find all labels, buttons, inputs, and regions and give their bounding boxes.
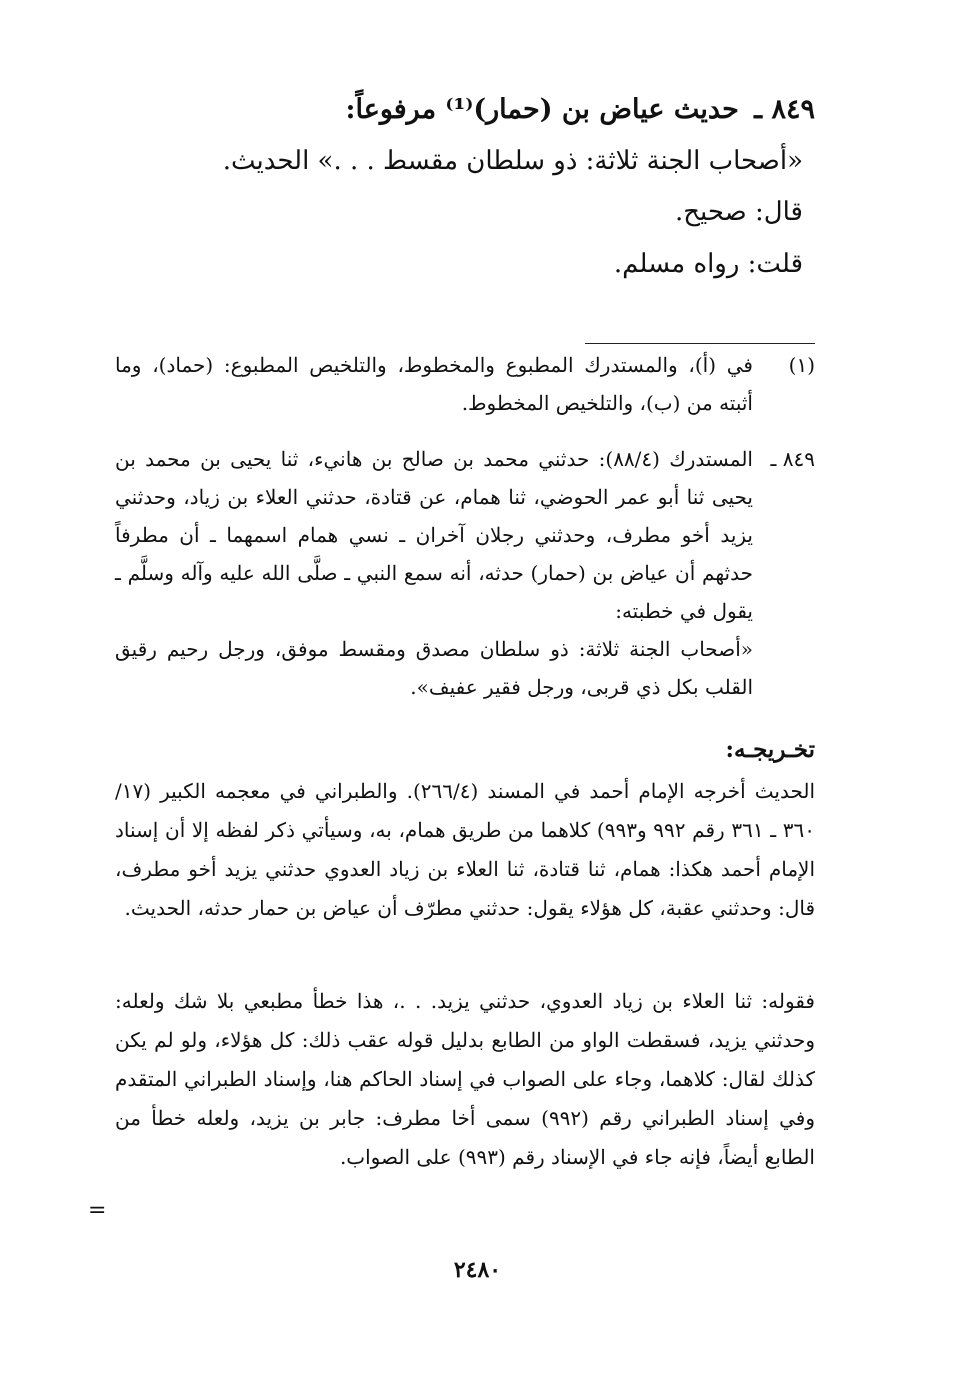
- footnote-text: في (أ)، والمستدرك المطبوع والمخطوط، والتلخيص المطبوع: (حماد)، وما أثبته من (ب)، والتلخيص المخطوط.: [115, 353, 753, 415]
- entry-qultu: قلت: رواه مسلم.: [613, 249, 803, 279]
- commentary: [115, 440, 815, 706]
- footnote-separator: [585, 343, 815, 344]
- commentary-text: المستدرك (٨٨/٤): حدثني محمد بن صالح بن هانيء، ثنا يحيى بن محمد بن يحيى ثنا أبو عمر الحوضي، ثنا همام، عن قتادة، حدثني العلاء بن زياد، وحدثني يزيد أخو مطرف، وحدثني رجلان آخران ـ نسي همام اسمهما ـ أن مطرفاً حدثهم أن عياض بن (حمار) حدثه، أنه سمع النبي ـ صلَّى الله عليه وآله وسلَّم ـ يقول في خطبته:: [115, 447, 753, 623]
- takhrij-heading: تخـريجـه:: [725, 736, 815, 763]
- commentary-quote: «أصحاب الجنة ثلاثة: ذو سلطان مصدق ومقسط موفق، ورجل رحيم رقيق القلب بكل ذي قربى، ورجل فقير عفيف».: [115, 637, 753, 699]
- footnote: [115, 346, 815, 422]
- entry-number: ٨٤٩ ـ: [754, 94, 815, 125]
- main-entry: [115, 84, 815, 290]
- entry-title: حديث عياض بن (حمار)⁽¹⁾ مرفوعاً:: [345, 94, 739, 125]
- continuation-mark: =: [88, 1198, 107, 1223]
- entry-heading: [115, 84, 815, 136]
- takhrij-paragraph-1: الحديث أخرجه الإمام أحمد في المسند (٢٦٦/٤). والطبراني في معجمه الكبير (١٧/ ٣٦٠ ـ ٣٦١ رقم ٩٩٢ و٩٩٣) كلاهما من طريق همام، به، وسيأتي ذكر لفظه إلا أن إسناد الإمام أحمد هكذا: همام، ثنا قتادة، ثنا العلاء بن زياد العدوي حدثني يزيد أخو مطرف، قال: وحدثني عقبة، كل هؤلاء يقول: حدثني مطرّف أن عياض بن حمار حدثه، الحديث.: [115, 779, 816, 920]
- takhrij-paragraph-2: فقوله: ثنا العلاء بن زياد العدوي، حدثني يزيد. . .، هذا خطأ مطبعي بلا شك ولعله: وحدثني يزيد، فسقطت الواو من الطابع بدليل قوله عقب ذلك: كل هؤلاء، ولو لم يكن كذلك لقال: كلاهما، وجاء على الصواب في إسناد الحاكم هنا، وإسناد الطبراني المتقدم وفي إسناد الطبراني رقم (٩٩٢) سمى أخا مطرف: جابر بن يزيد، ولعله خطأ من الطابع أيضاً، فإنه جاء في الإسناد رقم (٩٩٣) على الصواب.: [115, 989, 815, 1169]
- footnote-number: (١): [788, 353, 815, 377]
- entry-quote: «أصحاب الجنة ثلاثة: ذو سلطان مقسط . . .» الحديث.: [222, 146, 803, 176]
- page-number: ٢٤٨٠: [453, 1257, 502, 1283]
- commentary-number: ٨٤٩ ـ: [770, 447, 815, 471]
- entry-qal: قال: صحيح.: [674, 197, 803, 227]
